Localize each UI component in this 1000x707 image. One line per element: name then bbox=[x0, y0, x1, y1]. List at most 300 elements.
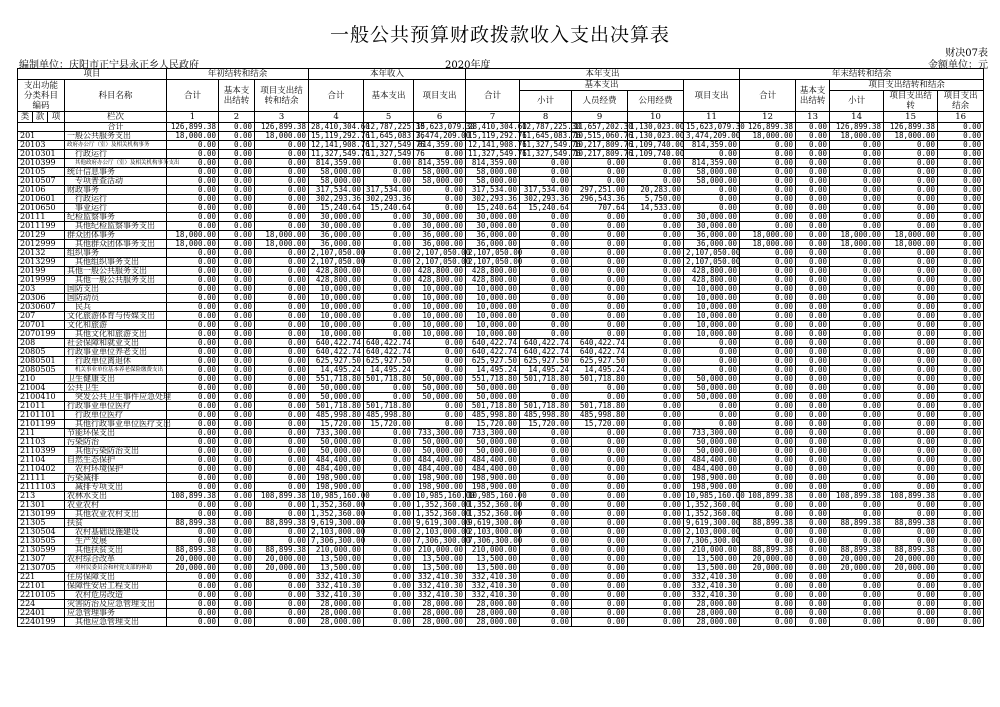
amount-cell: 0.00 bbox=[884, 339, 938, 348]
amount-cell: 0.00 bbox=[884, 195, 938, 204]
amount-cell: 0.00 bbox=[740, 483, 796, 492]
amount-cell: 0.00 bbox=[167, 276, 219, 285]
amount-cell: 0.00 bbox=[628, 438, 684, 447]
subject-name: 事业运行 bbox=[65, 204, 167, 213]
amount-cell: 0.00 bbox=[255, 609, 309, 618]
amount-cell: 0.00 bbox=[796, 303, 830, 312]
subject-name: 卫生健康支出 bbox=[65, 375, 167, 384]
amount-cell: 0.00 bbox=[796, 501, 830, 510]
amount-cell: 0.00 bbox=[572, 393, 628, 402]
amount-cell: 0.00 bbox=[740, 294, 796, 303]
amount-cell: 0.00 bbox=[572, 582, 628, 591]
amount-cell: 0.00 bbox=[364, 600, 414, 609]
amount-cell: 0.00 bbox=[520, 555, 572, 564]
amount-cell: 0.00 bbox=[830, 384, 884, 393]
subject-code: 210 bbox=[18, 375, 65, 384]
subject-name: 其他行政事业单位医疗支出 bbox=[65, 420, 167, 429]
amount-cell: 332,410.30 bbox=[414, 573, 466, 582]
amount-cell: 50,000.00 bbox=[466, 438, 520, 447]
amount-cell: 108,899.38 bbox=[255, 492, 309, 501]
amount-cell: 7,306,300.00 bbox=[414, 537, 466, 546]
amount-cell: 0.00 bbox=[572, 168, 628, 177]
amount-cell: 0.00 bbox=[219, 123, 255, 132]
amount-cell: 0.00 bbox=[167, 447, 219, 456]
amount-cell: 0.00 bbox=[796, 240, 830, 249]
amount-cell: 50,000.00 bbox=[309, 384, 364, 393]
header-public: 公用经费 bbox=[628, 91, 684, 112]
amount-cell: 0.00 bbox=[830, 177, 884, 186]
subject-code: 2101199 bbox=[18, 420, 65, 429]
amount-cell: 0.00 bbox=[167, 348, 219, 357]
amount-cell: 0.00 bbox=[830, 375, 884, 384]
amount-cell: 0.00 bbox=[219, 393, 255, 402]
amount-cell: 58,000.00 bbox=[309, 168, 364, 177]
amount-cell: 0.00 bbox=[255, 357, 309, 366]
amount-cell: 0.00 bbox=[364, 294, 414, 303]
subject-code: 21111 bbox=[18, 474, 65, 483]
amount-cell: 108,899.38 bbox=[167, 492, 219, 501]
subject-code: 20306 bbox=[18, 294, 65, 303]
amount-cell: 0.00 bbox=[684, 366, 740, 375]
subject-name: 行政运行 bbox=[65, 195, 167, 204]
amount-cell: 0.00 bbox=[684, 204, 740, 213]
amount-cell: 0.00 bbox=[684, 357, 740, 366]
amount-cell: 9,619,300.00 bbox=[466, 519, 520, 528]
amount-cell: 0.00 bbox=[884, 474, 938, 483]
amount-cell: 0.00 bbox=[364, 276, 414, 285]
amount-cell: 9,619,300.00 bbox=[414, 519, 466, 528]
amount-cell: 0.00 bbox=[167, 366, 219, 375]
amount-cell: 0.00 bbox=[796, 123, 830, 132]
amount-cell: 0.00 bbox=[219, 231, 255, 240]
amount-cell: 108,899.38 bbox=[830, 492, 884, 501]
amount-cell: 0.00 bbox=[520, 168, 572, 177]
amount-cell: 0.00 bbox=[364, 510, 414, 519]
subject-code: 211 bbox=[18, 429, 65, 438]
amount-cell: 28,000.00 bbox=[684, 600, 740, 609]
amount-cell: 0.00 bbox=[684, 195, 740, 204]
amount-cell: 551,718.80 bbox=[309, 375, 364, 384]
amount-cell: 11,645,083.76 bbox=[364, 132, 414, 141]
amount-cell: 2,107,050.00 bbox=[309, 258, 364, 267]
amount-cell: 0.00 bbox=[938, 321, 984, 330]
amount-cell: 0.00 bbox=[520, 609, 572, 618]
amount-cell: 0.00 bbox=[219, 537, 255, 546]
amount-cell: 0.00 bbox=[884, 177, 938, 186]
amount-cell: 0.00 bbox=[740, 510, 796, 519]
amount-cell: 640,422.74 bbox=[520, 339, 572, 348]
amount-cell: 0.00 bbox=[219, 276, 255, 285]
amount-cell: 0.00 bbox=[572, 276, 628, 285]
amount-cell: 10,985,160.00 bbox=[309, 492, 364, 501]
amount-cell: 0.00 bbox=[628, 447, 684, 456]
subject-code: 2010507 bbox=[18, 177, 65, 186]
amount-cell: 88,899.38 bbox=[740, 519, 796, 528]
amount-cell: 58,000.00 bbox=[684, 177, 740, 186]
amount-cell: 0.00 bbox=[684, 348, 740, 357]
amount-cell: 18,000.00 bbox=[167, 240, 219, 249]
subject-name: 民兵 bbox=[65, 303, 167, 312]
amount-cell: 0.00 bbox=[938, 546, 984, 555]
amount-cell: 0.00 bbox=[255, 141, 309, 150]
amount-cell: 0.00 bbox=[796, 618, 830, 627]
amount-cell: 18,000.00 bbox=[830, 231, 884, 240]
amount-cell: 0.00 bbox=[255, 366, 309, 375]
amount-cell: 0.00 bbox=[830, 402, 884, 411]
amount-cell: 0.00 bbox=[796, 348, 830, 357]
header-income-project: 项目支出 bbox=[414, 80, 466, 112]
amount-cell: 0.00 bbox=[364, 618, 414, 627]
amount-cell: 0.00 bbox=[740, 474, 796, 483]
amount-cell: 0.00 bbox=[364, 438, 414, 447]
amount-cell: 0.00 bbox=[255, 339, 309, 348]
amount-cell: 0.00 bbox=[830, 483, 884, 492]
amount-cell: 20,000.00 bbox=[255, 555, 309, 564]
amount-cell: 0.00 bbox=[219, 519, 255, 528]
amount-cell: 0.00 bbox=[740, 339, 796, 348]
amount-cell: 20,000.00 bbox=[884, 555, 938, 564]
amount-cell: 0.00 bbox=[884, 321, 938, 330]
amount-cell: 0.00 bbox=[628, 510, 684, 519]
amount-cell: 0.00 bbox=[364, 231, 414, 240]
amount-cell: 126,899.38 bbox=[884, 123, 938, 132]
reporting-unit: 编制单位：庆阳市正宁县永正乡人民政府 bbox=[19, 60, 199, 71]
amount-cell: 0.00 bbox=[796, 591, 830, 600]
amount-cell: 302,293.36 bbox=[364, 195, 414, 204]
subject-code: 2070199 bbox=[18, 330, 65, 339]
subject-code: 2130505 bbox=[18, 537, 65, 546]
amount-cell: 0.00 bbox=[364, 285, 414, 294]
amount-cell: 0.00 bbox=[255, 222, 309, 231]
amount-cell: 0.00 bbox=[219, 339, 255, 348]
amount-cell: 0.00 bbox=[628, 339, 684, 348]
amount-cell: 10,985,160.00 bbox=[414, 492, 466, 501]
amount-cell: 0.00 bbox=[572, 330, 628, 339]
subject-name: 合计 bbox=[65, 123, 167, 132]
amount-cell: 18,000.00 bbox=[255, 240, 309, 249]
amount-cell: 0.00 bbox=[796, 564, 830, 573]
amount-cell: 0.00 bbox=[628, 213, 684, 222]
amount-cell: 0.00 bbox=[938, 420, 984, 429]
amount-cell: 0.00 bbox=[740, 159, 796, 168]
amount-cell: 36,000.00 bbox=[414, 231, 466, 240]
subject-code: 2080501 bbox=[18, 357, 65, 366]
amount-cell: 0.00 bbox=[520, 177, 572, 186]
amount-cell: 0.00 bbox=[167, 456, 219, 465]
amount-cell: 0.00 bbox=[255, 582, 309, 591]
amount-cell: 0.00 bbox=[684, 402, 740, 411]
subject-code: 201 bbox=[18, 132, 65, 141]
amount-cell: 0.00 bbox=[628, 600, 684, 609]
amount-cell: 108,899.38 bbox=[884, 492, 938, 501]
amount-cell: 733,300.00 bbox=[414, 429, 466, 438]
amount-cell: 0.00 bbox=[628, 168, 684, 177]
amount-cell: 0.00 bbox=[219, 528, 255, 537]
amount-cell: 0.00 bbox=[167, 474, 219, 483]
amount-cell: 15,240.64 bbox=[520, 204, 572, 213]
amount-cell: 0.00 bbox=[167, 204, 219, 213]
amount-cell: 0.00 bbox=[740, 141, 796, 150]
amount-cell: 0.00 bbox=[740, 609, 796, 618]
amount-cell: 2,107,050.00 bbox=[684, 249, 740, 258]
subject-name: 其他文化和旅游支出 bbox=[65, 330, 167, 339]
amount-cell: 0.00 bbox=[167, 411, 219, 420]
amount-cell: 0.00 bbox=[830, 447, 884, 456]
amount-cell: 707.64 bbox=[572, 204, 628, 213]
amount-cell: 0.00 bbox=[938, 564, 984, 573]
amount-cell: 0.00 bbox=[830, 438, 884, 447]
amount-cell: 0.00 bbox=[938, 213, 984, 222]
amount-cell: 0.00 bbox=[796, 186, 830, 195]
col-num: 11 bbox=[684, 112, 740, 123]
amount-cell: 0.00 bbox=[167, 312, 219, 321]
subject-name: 其他污染防治支出 bbox=[65, 447, 167, 456]
amount-cell: 0.00 bbox=[520, 492, 572, 501]
amount-cell: 0.00 bbox=[414, 348, 466, 357]
amount-cell: 10,000.00 bbox=[309, 312, 364, 321]
amount-cell: 10,217,809.76 bbox=[572, 150, 628, 159]
amount-cell: 0.00 bbox=[572, 537, 628, 546]
amount-cell: 0.00 bbox=[938, 492, 984, 501]
amount-cell: 0.00 bbox=[364, 492, 414, 501]
subject-code: 213 bbox=[18, 492, 65, 501]
subject-name: 行政事业单位养老支出 bbox=[65, 348, 167, 357]
amount-cell: 0.00 bbox=[796, 483, 830, 492]
subject-code: 2240199 bbox=[18, 618, 65, 627]
amount-cell: 15,119,292.76 bbox=[309, 132, 364, 141]
amount-cell: 0.00 bbox=[938, 402, 984, 411]
amount-cell: 13,500.00 bbox=[309, 564, 364, 573]
amount-cell: 0.00 bbox=[796, 204, 830, 213]
subject-name: 灾害防治及应急管理支出 bbox=[65, 600, 167, 609]
amount-cell: 640,422.74 bbox=[466, 348, 520, 357]
subject-code: 20132 bbox=[18, 249, 65, 258]
amount-cell: 0.00 bbox=[520, 429, 572, 438]
amount-cell: 0.00 bbox=[740, 168, 796, 177]
amount-cell: 0.00 bbox=[219, 348, 255, 357]
subject-name: 自然生态保护 bbox=[65, 456, 167, 465]
amount-cell: 11,645,083.76 bbox=[520, 132, 572, 141]
amount-cell: 0.00 bbox=[255, 483, 309, 492]
amount-cell: 0.00 bbox=[884, 618, 938, 627]
subject-name: 行政运行 bbox=[65, 150, 167, 159]
amount-cell: 625,927.50 bbox=[572, 357, 628, 366]
amount-cell: 0.00 bbox=[364, 429, 414, 438]
amount-cell: 18,000.00 bbox=[884, 231, 938, 240]
amount-cell: 0.00 bbox=[830, 276, 884, 285]
amount-cell: 0.00 bbox=[414, 150, 466, 159]
amount-cell: 0.00 bbox=[628, 618, 684, 627]
amount-cell: 0.00 bbox=[938, 618, 984, 627]
amount-cell: 0.00 bbox=[740, 249, 796, 258]
amount-cell: 0.00 bbox=[796, 528, 830, 537]
subject-code: 21301 bbox=[18, 501, 65, 510]
header-opening-project: 项目支出结转和结余 bbox=[255, 80, 309, 112]
amount-cell: 0.00 bbox=[796, 411, 830, 420]
subject-code: 203 bbox=[18, 285, 65, 294]
amount-cell: 18,000.00 bbox=[255, 231, 309, 240]
amount-cell: 0.00 bbox=[364, 447, 414, 456]
col-num: 4 bbox=[309, 112, 364, 123]
amount-cell: 0.00 bbox=[938, 294, 984, 303]
amount-cell: 0.00 bbox=[740, 285, 796, 294]
amount-cell: 2,103,000.00 bbox=[414, 528, 466, 537]
header-expense: 本年支出 bbox=[466, 69, 740, 80]
amount-cell: 0.00 bbox=[520, 249, 572, 258]
amount-cell: 0.00 bbox=[884, 573, 938, 582]
amount-cell: 0.00 bbox=[796, 276, 830, 285]
amount-cell: 0.00 bbox=[364, 519, 414, 528]
amount-cell: 28,410,304.60 bbox=[309, 123, 364, 132]
money-unit: 金额单位：元 bbox=[928, 60, 988, 71]
amount-cell: 0.00 bbox=[167, 330, 219, 339]
amount-cell: 0.00 bbox=[884, 456, 938, 465]
amount-cell: 50,000.00 bbox=[684, 375, 740, 384]
subject-name: 统计信息事务 bbox=[65, 168, 167, 177]
amount-cell: 302,293.36 bbox=[520, 195, 572, 204]
amount-cell: 0.00 bbox=[167, 258, 219, 267]
amount-cell: 0.00 bbox=[219, 159, 255, 168]
amount-cell: 0.00 bbox=[938, 150, 984, 159]
amount-cell: 0.00 bbox=[830, 312, 884, 321]
amount-cell: 0.00 bbox=[414, 402, 466, 411]
amount-cell: 88,899.38 bbox=[167, 519, 219, 528]
amount-cell: 14,495.24 bbox=[520, 366, 572, 375]
amount-cell: 0.00 bbox=[796, 222, 830, 231]
amount-cell: 0.00 bbox=[520, 159, 572, 168]
amount-cell: 0.00 bbox=[830, 393, 884, 402]
amount-cell: 58,000.00 bbox=[466, 168, 520, 177]
amount-cell: 0.00 bbox=[796, 141, 830, 150]
amount-cell: 0.00 bbox=[520, 240, 572, 249]
amount-cell: 0.00 bbox=[830, 465, 884, 474]
amount-cell: 0.00 bbox=[938, 159, 984, 168]
amount-cell: 0.00 bbox=[572, 609, 628, 618]
amount-cell: 0.00 bbox=[796, 159, 830, 168]
amount-cell: 0.00 bbox=[520, 501, 572, 510]
amount-cell: 14,533.00 bbox=[628, 204, 684, 213]
amount-cell: 0.00 bbox=[796, 294, 830, 303]
amount-cell: 0.00 bbox=[628, 375, 684, 384]
amount-cell: 0.00 bbox=[167, 177, 219, 186]
amount-cell: 13,500.00 bbox=[414, 564, 466, 573]
amount-cell: 0.00 bbox=[796, 474, 830, 483]
amount-cell: 0.00 bbox=[255, 447, 309, 456]
amount-cell: 332,410.30 bbox=[414, 591, 466, 600]
amount-cell: 0.00 bbox=[219, 249, 255, 258]
amount-cell: 0.00 bbox=[255, 537, 309, 546]
amount-cell: 0.00 bbox=[938, 240, 984, 249]
amount-cell: 50,000.00 bbox=[309, 447, 364, 456]
amount-cell: 0.00 bbox=[796, 582, 830, 591]
amount-cell: 88,899.38 bbox=[830, 546, 884, 555]
amount-cell: 1,352,360.00 bbox=[309, 501, 364, 510]
subject-code: 221 bbox=[18, 573, 65, 582]
amount-cell: 0.00 bbox=[572, 267, 628, 276]
subject-name: 其他政府办公厅（室）及相关机构事务支出 bbox=[65, 159, 167, 168]
amount-cell: 0.00 bbox=[884, 357, 938, 366]
amount-cell: 0.00 bbox=[364, 168, 414, 177]
amount-cell: 0.00 bbox=[884, 501, 938, 510]
amount-cell: 0.00 bbox=[884, 609, 938, 618]
amount-cell: 12,787,225.30 bbox=[520, 123, 572, 132]
amount-cell: 0.00 bbox=[740, 348, 796, 357]
amount-cell: 10,515,060.76 bbox=[572, 132, 628, 141]
amount-cell: 0.00 bbox=[884, 537, 938, 546]
table-header bbox=[18, 69, 984, 123]
amount-cell: 0.00 bbox=[255, 285, 309, 294]
subject-code: 21004 bbox=[18, 384, 65, 393]
amount-cell: 1,109,740.00 bbox=[628, 141, 684, 150]
subject-code: 20103 bbox=[18, 141, 65, 150]
amount-cell: 0.00 bbox=[884, 465, 938, 474]
amount-cell: 0.00 bbox=[520, 267, 572, 276]
amount-cell: 0.00 bbox=[364, 303, 414, 312]
subject-code: 2110402 bbox=[18, 465, 65, 474]
amount-cell: 50,000.00 bbox=[414, 384, 466, 393]
amount-cell: 50,000.00 bbox=[684, 447, 740, 456]
amount-cell: 0.00 bbox=[830, 141, 884, 150]
amount-cell: 0.00 bbox=[684, 420, 740, 429]
amount-cell: 0.00 bbox=[520, 582, 572, 591]
amount-cell: 0.00 bbox=[520, 591, 572, 600]
subject-name: 财政事务 bbox=[65, 186, 167, 195]
amount-cell: 0.00 bbox=[364, 240, 414, 249]
amount-cell: 625,927.50 bbox=[466, 357, 520, 366]
amount-cell: 484,400.00 bbox=[309, 465, 364, 474]
amount-cell: 0.00 bbox=[830, 330, 884, 339]
amount-cell: 0.00 bbox=[884, 159, 938, 168]
header-name-label: 科目名称 bbox=[65, 80, 167, 112]
subject-code: 2011199 bbox=[18, 222, 65, 231]
amount-cell: 0.00 bbox=[796, 177, 830, 186]
amount-cell: 0.00 bbox=[796, 447, 830, 456]
amount-cell: 0.00 bbox=[884, 528, 938, 537]
col-num: 7 bbox=[466, 112, 520, 123]
amount-cell: 0.00 bbox=[572, 591, 628, 600]
amount-cell: 0.00 bbox=[364, 384, 414, 393]
amount-cell: 210,000.00 bbox=[309, 546, 364, 555]
amount-cell: 0.00 bbox=[830, 168, 884, 177]
amount-cell: 640,422.74 bbox=[572, 339, 628, 348]
amount-cell: 0.00 bbox=[628, 474, 684, 483]
amount-cell: 0.00 bbox=[796, 312, 830, 321]
amount-cell: 10,000.00 bbox=[414, 294, 466, 303]
subject-name: 污染防治 bbox=[65, 438, 167, 447]
amount-cell: 15,720.00 bbox=[466, 420, 520, 429]
amount-cell: 501,718.80 bbox=[520, 375, 572, 384]
amount-cell: 0.00 bbox=[796, 249, 830, 258]
amount-cell: 0.00 bbox=[740, 393, 796, 402]
amount-cell: 0.00 bbox=[796, 132, 830, 141]
amount-cell: 0.00 bbox=[572, 159, 628, 168]
amount-cell: 198,900.00 bbox=[309, 483, 364, 492]
header-project: 项目 bbox=[18, 69, 167, 80]
amount-cell: 10,000.00 bbox=[466, 330, 520, 339]
amount-cell: 10,000.00 bbox=[466, 312, 520, 321]
subject-name: 其他应急管理支出 bbox=[65, 618, 167, 627]
amount-cell: 0.00 bbox=[572, 438, 628, 447]
amount-cell: 1,109,740.00 bbox=[628, 150, 684, 159]
amount-cell: 0.00 bbox=[884, 483, 938, 492]
amount-cell: 0.00 bbox=[628, 321, 684, 330]
amount-cell: 20,283.00 bbox=[628, 186, 684, 195]
amount-cell: 0.00 bbox=[628, 267, 684, 276]
amount-cell: 88,899.38 bbox=[884, 519, 938, 528]
col-num: 3 bbox=[255, 112, 309, 123]
amount-cell: 0.00 bbox=[219, 240, 255, 249]
amount-cell: 0.00 bbox=[255, 150, 309, 159]
